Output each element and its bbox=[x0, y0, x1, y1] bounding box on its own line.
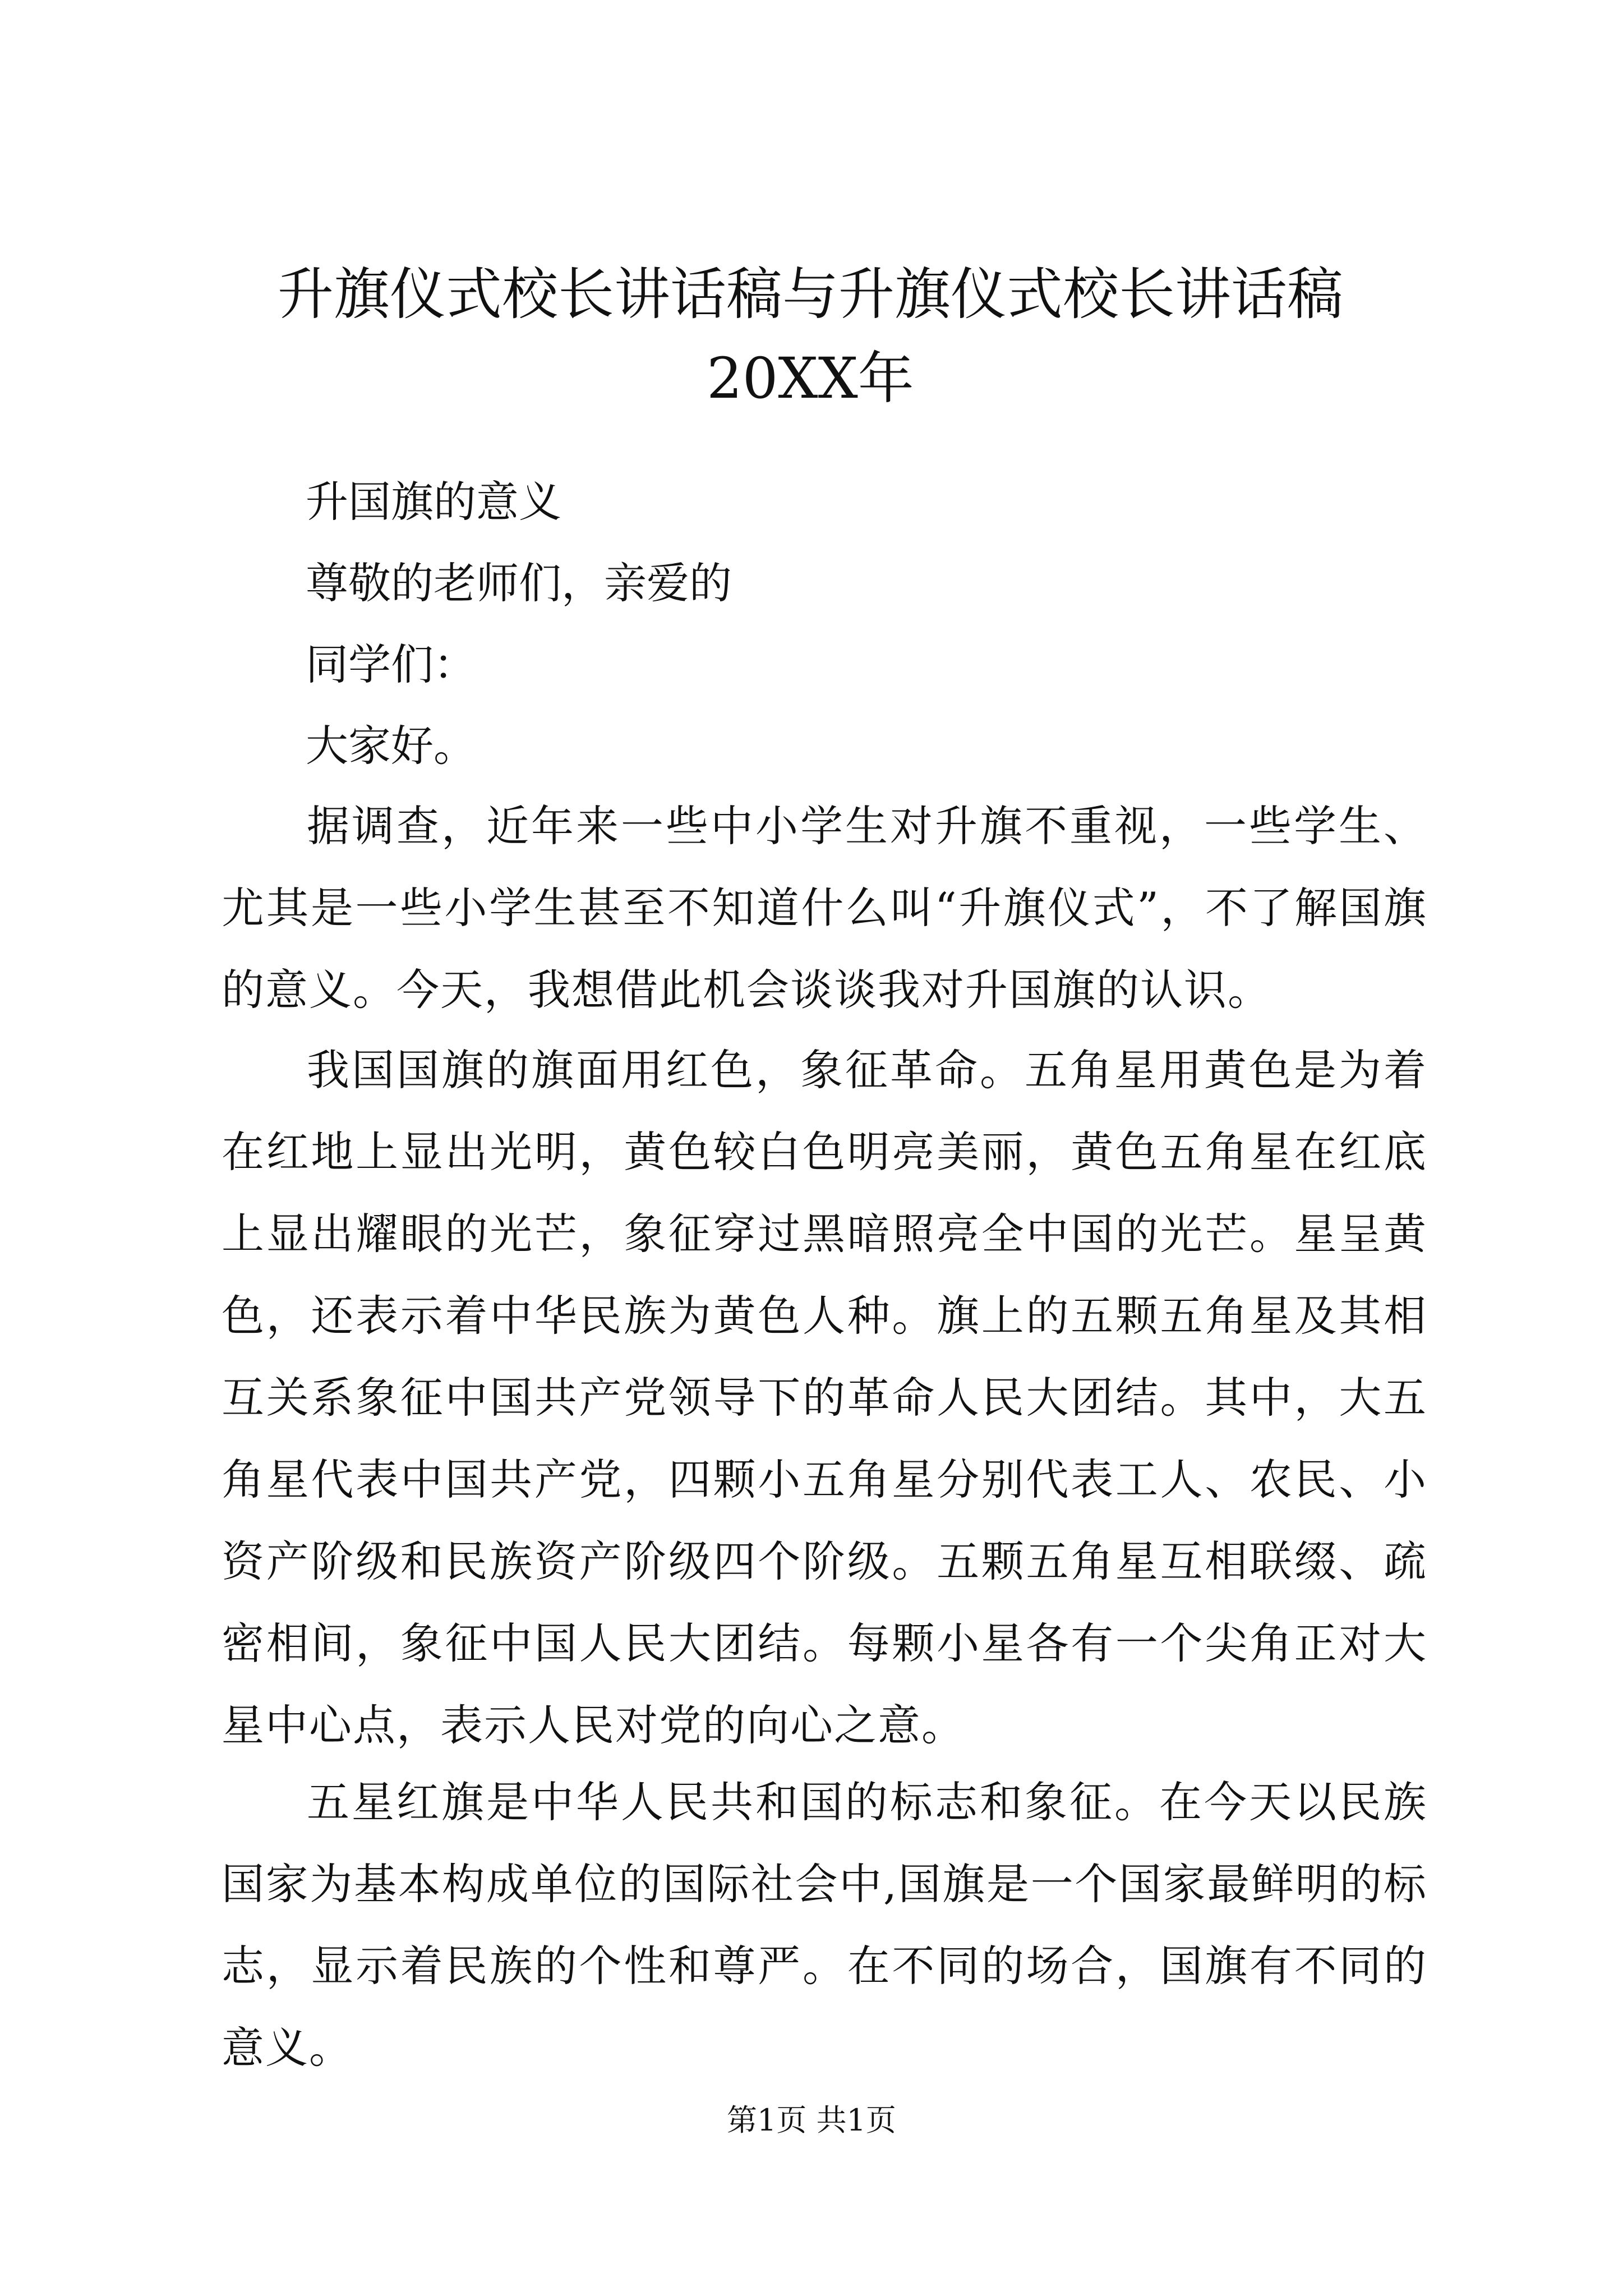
body-paragraph: 据调查，近年来一些中小学生对升旗不重视，一些学生、尤其是一些小学生甚至不知道什么叫“升旗仪式”，不了解国旗的意义。今天，我想借此机会谈谈我对升国旗的认识。 bbox=[222, 801, 1427, 1015]
document-title-line-2: 20XX年 bbox=[707, 346, 914, 411]
salutation-line: 同学们： bbox=[306, 639, 476, 689]
document-title-line-1: 升旗仪式校长讲话稿与升旗仪式校长讲话稿 bbox=[278, 261, 1343, 327]
heading-line: 升国旗的意义 bbox=[306, 477, 561, 527]
salutation-line: 尊敬的老师们，亲爱的 bbox=[306, 558, 732, 608]
body-paragraph: 我国国旗的旗面用红色，象征革命。五角星用黄色是为着在红地上显出光明，黄色较白色明亮美丽，黄色五角星在红底上显出耀眼的光芒，象征穿过黑暗照亮全中国的光芒。星呈黄色，还表示着中华民族为黄色人种。旗上的五颗五角星及其相互关系象征中国共产党领导下的革命人民大团结。其中，大五角星代表中国共产党，四颗小五角星分别代表工人、农民、小资产阶级和民族资产阶级四个阶级。五颗五角星互相联缀、疏密相间，象征中国人民大团结。每颗小星各有一个尖角正对大星中心点，表示人民对党的向心之意。 bbox=[222, 1045, 1427, 1750]
greeting-line: 大家好。 bbox=[306, 721, 476, 771]
body-paragraph: 五星红旗是中华人民共和国的标志和象征。在今天以民族国家为基本构成单位的国际社会中,国旗是一个国家最鲜明的标志，显示着民族的个性和尊严。在不同的场合，国旗有不同的意义。 bbox=[222, 1777, 1427, 2073]
page-footer: 第1页 共1页 bbox=[727, 2102, 896, 2138]
